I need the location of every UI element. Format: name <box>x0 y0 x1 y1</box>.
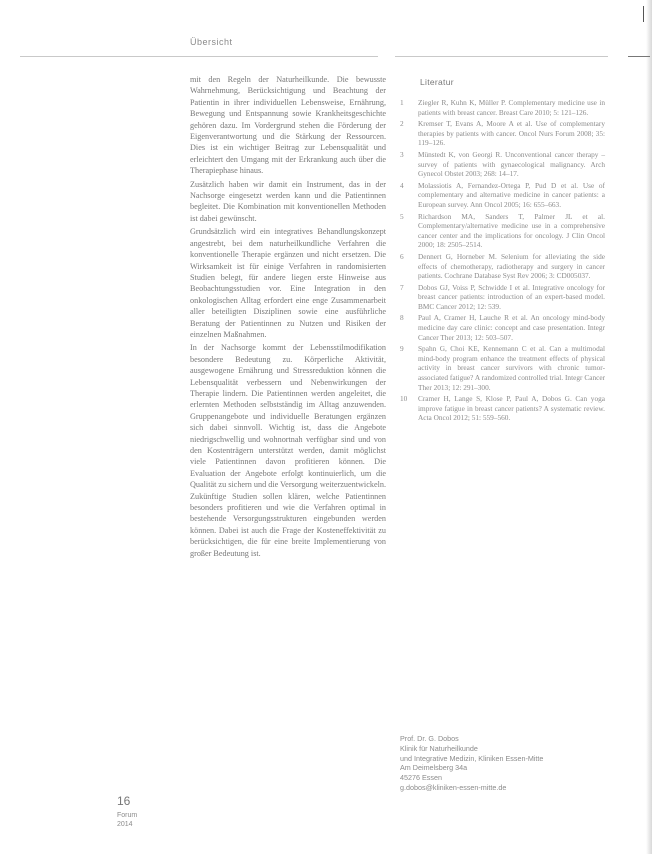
reference-number: 1 <box>400 98 404 107</box>
running-head: Übersicht <box>190 37 233 47</box>
reference-number: 3 <box>400 149 404 159</box>
header-rule-right <box>395 56 608 57</box>
margin-mark <box>643 6 644 22</box>
reference-item <box>400 98 605 117</box>
reference-text: Dennert G, Horneber M. Selenium for alleviating the side effects of chemotherapy, radiotherapy and surgery in cancer patients. Cochrane Database Syst Rev 2006; 3: CD005037. <box>418 251 605 281</box>
reference-text: Kremser T, Evans A, Moore A et al. Use of complementary therapies by patients with cancer. Oncol Nurs Forum 2008; 35: 119–126. <box>418 119 605 148</box>
email-link[interactable]: g.dobos@kliniken-essen-mitte.de <box>400 782 507 792</box>
reference-item <box>400 252 605 281</box>
main-text-column <box>190 74 386 561</box>
reference-item <box>400 181 605 210</box>
reference-text: Spahn G, Choi KE, Kennemann C et al. Can a multimodal mind-body program enhance the treatment effects of physical activity in breast cancer survivors with chronic tumor-associated fatigue? A randomized controlled trial. Integr Cancer Ther 2013; 12: 291–300. <box>418 344 605 392</box>
reference-item <box>400 150 605 179</box>
address-line: 45276 Essen <box>400 773 442 783</box>
address-line: Prof. Dr. G. Dobos <box>400 734 459 743</box>
reference-number: 10 <box>400 394 408 404</box>
reference-text: Ziegler R, Kuhn K, Müller P. Complementary medicine use in patients with breast cancer. Breast Care 2010; 5: 121–126. <box>418 98 605 117</box>
references-heading: Literatur <box>420 77 454 87</box>
reference-text: Paul A, Cramer H, Lauche R et al. An oncology mind-body medicine day care clinic: concept and case presentation. Integr Cancer Ther 2013; 12: 503–507. <box>418 313 605 342</box>
reference-item <box>400 344 605 392</box>
reference-number: 2 <box>400 119 404 129</box>
main-paragraph: In der Nachsorge kommt der Lebensstilmodifikation besondere Bedeutung zu. Körperliche Aktivität, ausgewogene Ernährung und Stressreduktion können die Lebensqualität verbessern und Nebenwirkungen der Therapie lindern. Die Patientinnen werden angeleitet, die erlernten Methoden selbstständig im Alltag anzuwenden. Gruppenangebote und individuelle Beratungen ergänzen sich dabei sinnvoll. Wichtig ist, dass die Angebote niedrigschwellig und wohnortnah verfügbar sind und von den Kostenträgern unterstützt werden, damit möglichst viele Patientinnen davon profitieren können. Die Evaluation der Angebote erfolgt kontinuierlich, um die Qualität zu sichern und die Versorgung weiterzuentwickeln. Zukünftige Studien sollen klären, welche Patientinnen besonders profitieren und wie die Verfahren optimal in bestehende Versorgungsstrukturen eingebunden werden können. Dabei ist auch die Frage der Kosteneffektivität zu berücksichtigen, die für eine breite Implementierung von großer Bedeutung ist. <box>190 343 386 558</box>
reference-item <box>400 119 605 148</box>
journal-info <box>117 811 137 829</box>
margin-tick <box>628 56 650 57</box>
journal-year: 2014 <box>117 821 133 828</box>
reference-text: Richardson MA, Sanders T, Palmer JL et al. Complementary/alternative medicine use in a comprehensive cancer center and the implications for oncology. J Clin Oncol 2000; 18: 2505–2514. <box>418 211 605 250</box>
reference-item <box>400 283 605 312</box>
reference-number: 5 <box>400 211 404 221</box>
header-rule-left <box>20 56 378 57</box>
reference-number: 8 <box>400 313 404 323</box>
address-line: und Integrative Medizin, Kliniken Essen-Mitte <box>400 753 544 763</box>
main-paragraph: Grundsätzlich wird ein integratives Behandlungskonzept angestrebt, bei dem naturheilkundliche Verfahren die konventionelle Therapie ergänzen und nicht ersetzen. Die Wirksamkeit ist für einige Verfahren in randomisierten Studien belegt, für andere liegen erste Hinweise aus Beobachtungsstudien vor. Eine Integration in den onkologischen Alltag erfordert eine enge Zusammenarbeit aller beteiligten Disziplinen sowie eine ausführliche Beratung der Patientinnen zu Nutzen und Risiken der einzelnen Maßnahmen. <box>190 227 386 339</box>
address-line: Am Deimelsberg 34a <box>400 763 468 773</box>
reference-text: Dobos GJ, Voiss P, Schwidde I et al. Integrative oncology for breast cancer patients: introduction of an expert-based model. BMC Cancer 2012; 12: 539. <box>418 282 605 311</box>
journal-name: Forum <box>117 812 138 819</box>
address-line: Klinik für Naturheilkunde <box>400 743 478 753</box>
reference-number: 7 <box>400 282 404 292</box>
reference-text: Cramer H, Lange S, Klose P, Paul A, Dobos G. Can yoga improve fatigue in breast cancer patients? A systematic review. Acta Oncol 2012; 51: 559–560. <box>418 394 605 423</box>
scan-edge <box>646 0 652 854</box>
correspondence-address <box>400 734 600 793</box>
reference-number: 6 <box>400 251 404 261</box>
reference-item <box>400 394 605 423</box>
reference-text: Münstedt K, von Georgi R. Unconventional cancer therapy – survey of patients with gynaecological malignancy. Arch Gynecol Obstet 2003; 268: 14–17. <box>418 149 605 179</box>
reference-item <box>400 212 605 250</box>
main-paragraph: Zusätzlich haben wir damit ein Instrument, das in der Nachsorge eingesetzt werden kann und die Patientinnen begleitet. Die Kombination mit konventionellen Methoden ist dabei gewünscht. <box>190 179 386 223</box>
reference-item <box>400 313 605 342</box>
reference-number: 4 <box>400 180 404 190</box>
page-number: 16 <box>117 794 131 808</box>
reference-number: 9 <box>400 344 404 354</box>
main-paragraph: mit den Regeln der Naturheilkunde. Die bewusste Wahrnehmung, Berücksichtigung und Beachtung der Patientin in ihrer individuellen Lebensweise, Ernährung, Bewegung und Entspannung sowie Krankheitsgeschichte gehören dazu. Im Vordergrund stehen die Förderung der Eigenverantwortung und die Stärkung der Ressourcen. Dies ist ein wichtiger Beitrag zur Lebensqualität und erleichtert den Umgang mit der Erkrankung auch über die Therapiephase hinaus. <box>190 75 386 176</box>
reference-text: Molassiotis A, Fernandez-Ortega P, Pud D et al. Use of complementary and alternative medicine in cancer patients: a European survey. Ann Oncol 2005; 16: 655–663. <box>418 180 605 209</box>
reference-list <box>400 98 605 425</box>
